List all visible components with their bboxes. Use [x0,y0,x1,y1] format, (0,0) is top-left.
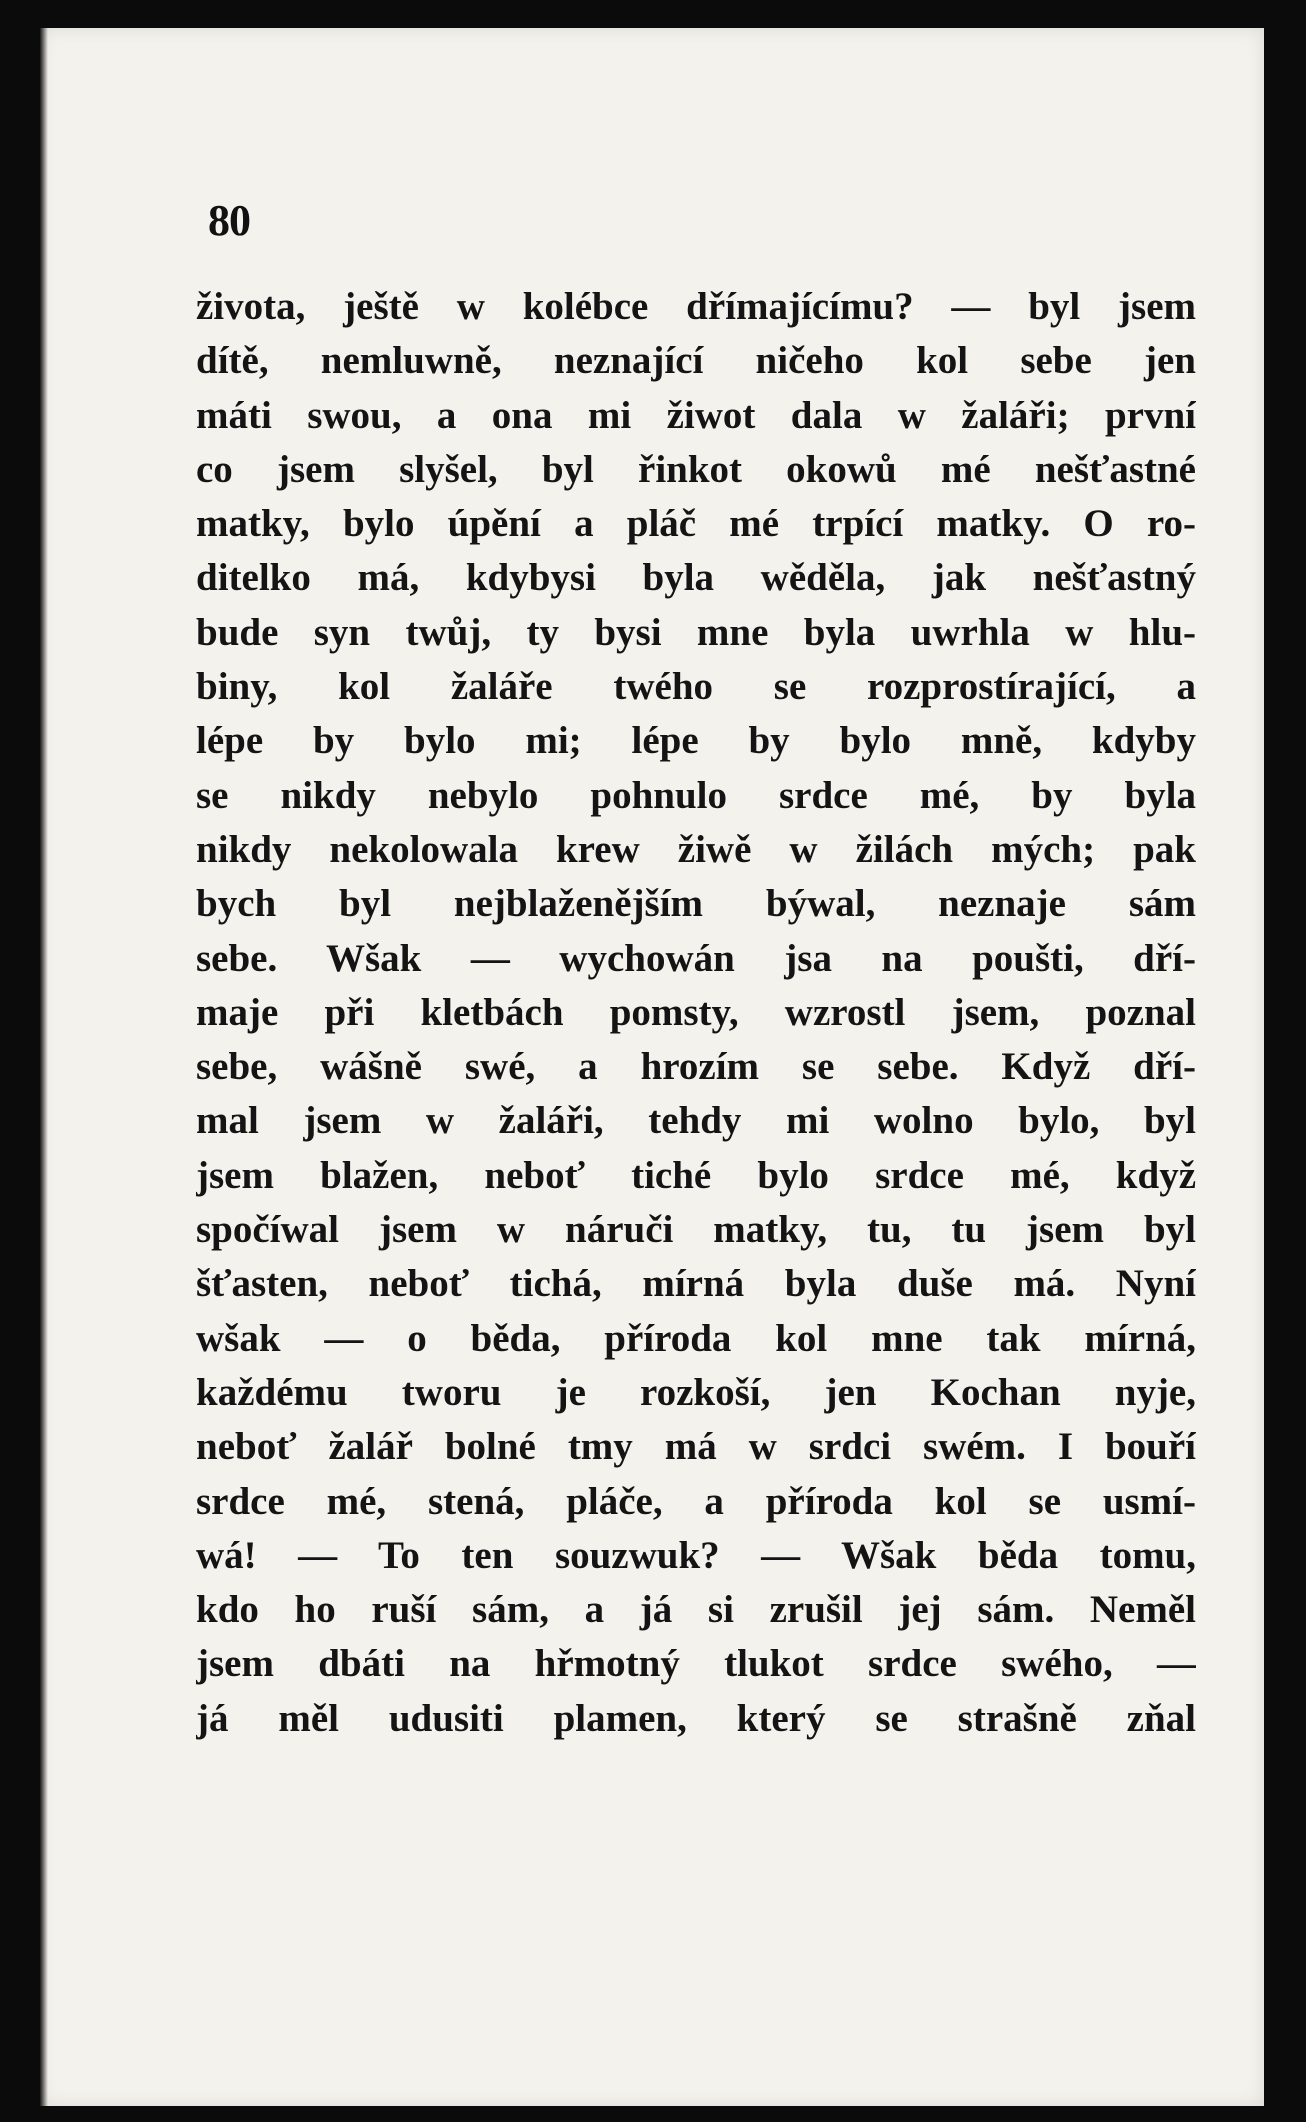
text-line: bude syn twůj, ty bysi mne byla uwrhla w hlu- [196,610,1196,654]
text-line: sebe, wášně swé, a hrozím se sebe. Když dří- [196,1045,1196,1089]
text-line: biny, kol žaláře twého se rozprostírající, a [196,665,1196,709]
text-line: dítě, nemluwně, neznající ničeho kol sebe jen [196,339,1196,383]
text-line: bych byl nejblaženějším býwal, neznaje sám [196,882,1196,926]
text-line: každému tworu je rozkoší, jen Kochan nyje, [196,1370,1196,1414]
text-line: wá! — To ten souzwuk? — Wšak běda tomu, [196,1533,1196,1577]
text-line: matky, bylo úpění a pláč mé trpící matky. O ro- [196,502,1196,546]
text-line: máti swou, a ona mi žiwot dala w žaláři; první [196,393,1196,437]
text-line: jsem blažen, neboť tiché bylo srdce mé, když [196,1153,1196,1197]
text-line: wšak — o běda, příroda kol mne tak mírná, [196,1316,1196,1360]
text-line: neboť žalář bolné tmy má w srdci swém. I bouří [196,1425,1196,1469]
text-line: kdo ho ruší sám, a já si zrušil jej sám. Neměl [196,1588,1196,1632]
page-body-text [196,280,1196,1746]
text-line: mal jsem w žaláři, tehdy mi wolno bylo, byl [196,1099,1196,1143]
text-line: života, ještě w kolébce dřímajícímu? — byl jsem [196,285,1196,328]
text-line: se nikdy nebylo pohnulo srdce mé, by byla [196,773,1196,817]
page-binding-shadow [40,28,48,2106]
text-line: srdce mé, stená, pláče, a příroda kol se usmí- [196,1479,1196,1523]
text-line: sebe. Wšak — wychowán jsa na poušti, dří- [196,936,1196,980]
text-line: co jsem slyšel, byl řinkot okowů mé nešťastné [196,447,1196,491]
text-line: já měl udusiti plamen, který se strašně zňal [196,1696,1196,1740]
text-line: nikdy nekolowala krew žiwě w žilách mých; pak [196,827,1196,871]
page-number: 80 [208,196,250,245]
text-line: maje při kletbách pomsty, wzrostl jsem, poznal [196,990,1196,1034]
text-line: spočíwal jsem w náruči matky, tu, tu jsem byl [196,1208,1196,1252]
text-line: lépe by bylo mi; lépe by bylo mně, kdyby [196,719,1196,763]
text-line: šťasten, neboť tichá, mírná byla duše má. Nyní [196,1262,1196,1306]
text-line: ditelko má, kdybysi byla wěděla, jak nešťastný [196,556,1196,600]
text-line: jsem dbáti na hřmotný tlukot srdce swého, — [196,1642,1196,1686]
